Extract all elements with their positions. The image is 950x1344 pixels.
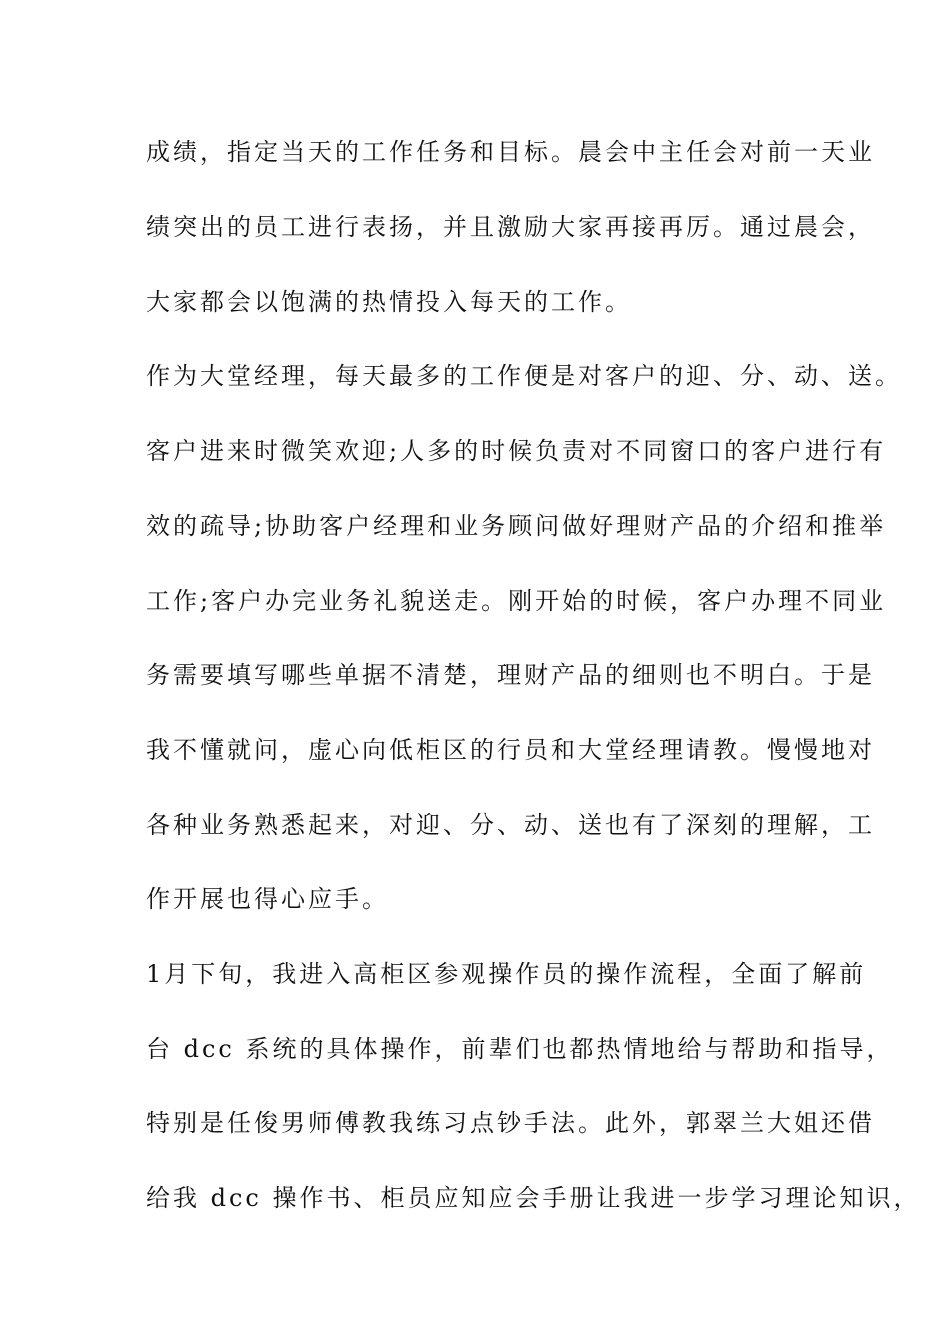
text-line: 大家都会以饱满的热情投入每天的工作。 xyxy=(146,288,632,316)
text-line: 1月下旬，我进入高柜区参观操作员的操作流程，全面了解前 xyxy=(146,960,867,988)
text-line: 客户进来时微笑欢迎;人多的时候负责对不同窗口的客户进行有 xyxy=(146,437,887,465)
text-line: 成绩，指定当天的工作任务和目标。晨会中主任会对前一天业 xyxy=(146,138,875,166)
text-line: 给我 dcc 操作书、柜员应知应会手册让我进一步学习理论知识， xyxy=(146,1184,921,1212)
text-line: 绩突出的员工进行表扬，并且激励大家再接再厉。通过晨会， xyxy=(146,213,875,241)
text-line: 我不懂就问，虚心向低柜区的行员和大堂经理请教。慢慢地对 xyxy=(146,736,875,764)
text-line: 台 dcc 系统的具体操作，前辈们也都热情地给与帮助和指导， xyxy=(146,1035,894,1063)
text-line: 特别是任俊男师傅教我练习点钞手法。此外，郭翠兰大姐还借 xyxy=(146,1109,875,1137)
text-line: 务需要填写哪些单据不清楚，理财产品的细则也不明白。于是 xyxy=(146,661,875,689)
text-line: 作开展也得心应手。 xyxy=(146,885,389,913)
text-line: 工作;客户办完业务礼貌送走。刚开始的时候，客户办理不同业 xyxy=(146,587,887,615)
text-line: 效的疏导;协助客户经理和业务顾问做好理财产品的介绍和推举 xyxy=(146,512,887,540)
text-line: 作为大堂经理，每天最多的工作便是对客户的迎、分、动、送。 xyxy=(146,362,902,390)
text-line: 各种业务熟悉起来，对迎、分、动、送也有了深刻的理解，工 xyxy=(146,811,875,839)
